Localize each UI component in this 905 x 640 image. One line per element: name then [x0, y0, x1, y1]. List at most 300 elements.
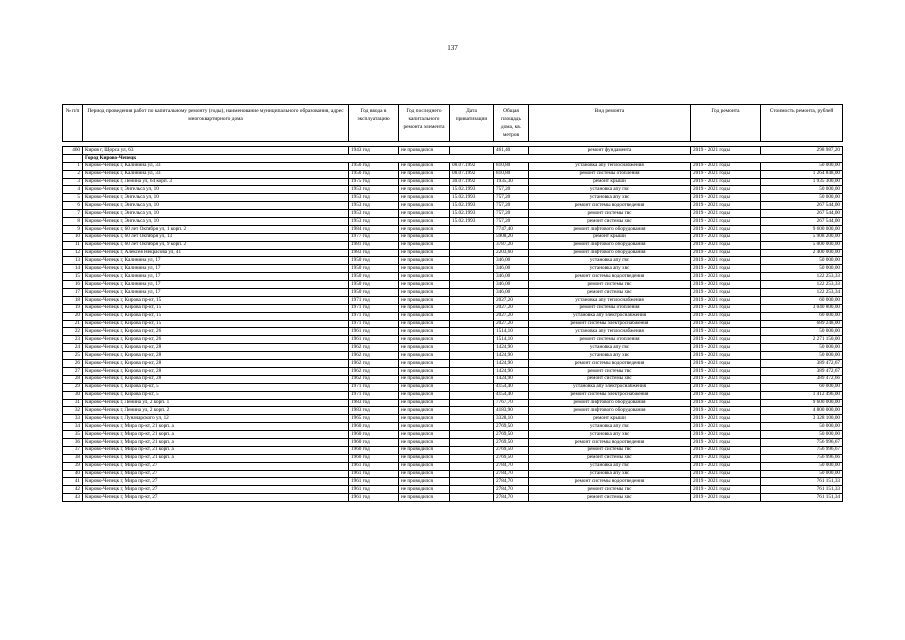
cost-cell: 756 996,67 [761, 446, 843, 454]
cost-cell: 122 253,33 [761, 281, 843, 289]
privatization-date-cell [450, 391, 494, 399]
last-repair-cell: не проводился [399, 431, 450, 439]
row-number: 38 [63, 454, 83, 462]
row-number: 15 [63, 273, 83, 281]
address-cell: Кирово-Чепецк г, Мира пр-кт, 27 [83, 486, 349, 494]
table-row [63, 470, 843, 478]
row-number: 23 [63, 336, 83, 344]
address-cell: Кирово-Чепецк г, Алексея Некрасова ул, 41 [83, 249, 349, 257]
address-cell: Кирово-Чепецк г, Энгельса ул, 10 [83, 210, 349, 218]
cost-cell: 756 996,66 [761, 454, 843, 462]
table-row [63, 446, 843, 454]
repair-type-cell: ремонт системы электроснабжения [529, 320, 691, 328]
table-row [63, 344, 843, 352]
repair-type-cell: установка апу гвс [529, 186, 691, 194]
repair-type-cell: установка апу гвс [529, 423, 691, 431]
header-cell: Общая площадь дома, кв. метров [494, 105, 529, 142]
year-built-cell: 1961 год [349, 336, 399, 344]
table-row [63, 218, 843, 226]
last-repair-cell: не проводился [399, 336, 450, 344]
area-cell: 810,80 [494, 170, 529, 178]
area-cell: 2769,50 [494, 431, 529, 439]
privatization-date-cell [450, 265, 494, 273]
table-row [63, 170, 843, 178]
address-cell: Кирово-Чепецк г, Мира пр-кт, 27 [83, 462, 349, 470]
repair-year-cell: 2019 - 2021 годы [691, 344, 761, 352]
last-repair-cell: не проводился [399, 202, 450, 210]
table-row [63, 438, 843, 446]
last-repair-cell: не проводился [399, 170, 450, 178]
area-cell: 2784,70 [494, 494, 529, 502]
row-number: 17 [63, 289, 83, 297]
header-cell: Вид ремонта [529, 105, 691, 142]
repair-year-cell: 2019 - 2021 годы [691, 399, 761, 407]
address-cell: Кирово-Чепецк г, Калинина ул, 17 [83, 257, 349, 265]
address-cell: Кирово-Чепецк г, Кирова пр-кт, 28 [83, 352, 349, 360]
area-cell: 810,80 [494, 162, 529, 170]
repair-type-cell: установка апу теплоснабжения [529, 296, 691, 304]
cost-cell: 60 000,00 [761, 383, 843, 391]
repair-year-cell: 2019 - 2021 годы [691, 257, 761, 265]
last-repair-cell: не проводился [399, 415, 450, 423]
area-cell: 1935,30 [494, 178, 529, 186]
address-cell: Кирово-Чепецк г, Мира пр-кт, 21 корп. а [83, 423, 349, 431]
last-repair-cell: не проводился [399, 312, 450, 320]
repair-type-cell: ремонт лифтового оборудования [529, 399, 691, 407]
table-row [63, 296, 843, 304]
year-built-cell: 1983 год [349, 399, 399, 407]
repair-type-cell: ремонт системы гвс [529, 281, 691, 289]
row-number: 26 [63, 360, 83, 368]
last-repair-cell: не проводился [399, 399, 450, 407]
cost-cell: 2 400 000,00 [761, 249, 843, 257]
cost-cell: 50 000,00 [761, 265, 843, 273]
address-cell: Кирово-Чепецк г, Кирова пр-кт, 26 [83, 328, 349, 336]
privatization-date-cell [450, 407, 494, 415]
privatization-date-cell [450, 241, 494, 249]
city-heading-row [63, 154, 843, 162]
row-number: 20 [63, 312, 83, 320]
year-built-cell: 1961 год [349, 470, 399, 478]
area-cell: 346,00 [494, 273, 529, 281]
row-number: 3 [63, 178, 83, 186]
table-row [63, 375, 843, 383]
table-row [63, 431, 843, 439]
table-row [63, 454, 843, 462]
repair-type-cell: ремонт лифтового оборудования [529, 225, 691, 233]
repair-type-cell: установка апу хвс [529, 470, 691, 478]
address-cell: Кирово-Чепецк г, Кирова пр-кт, 15 [83, 312, 349, 320]
year-built-cell: 1961 год [349, 486, 399, 494]
year-built-cell: 1950 год [349, 281, 399, 289]
repair-year-cell: 2019 - 2021 годы [691, 407, 761, 415]
address-cell: Кирово-Чепецк г, Ленина ул, 2 корп. 2 [83, 407, 349, 415]
cost-cell: 9 600 000,00 [761, 399, 843, 407]
repair-year-cell: 2019 - 2021 годы [691, 462, 761, 470]
table-row [63, 494, 843, 502]
table-row [63, 162, 843, 170]
repair-type-cell: установка апу хвс [529, 352, 691, 360]
repair-type-cell: установка апу гвс [529, 344, 691, 352]
area-cell: 346,00 [494, 281, 529, 289]
privatization-date-cell [450, 336, 494, 344]
repair-type-cell: ремонт системы хвс [529, 218, 691, 226]
row-number: 35 [63, 431, 83, 439]
row-number: 10 [63, 233, 83, 241]
area-cell: 1514,10 [494, 336, 529, 344]
repair-year-cell: 2019 - 2021 годы [691, 249, 761, 257]
privatization-date-cell [450, 249, 494, 257]
area-cell: 757,20 [494, 202, 529, 210]
area-cell: 461,40 [494, 147, 529, 155]
table-row [63, 147, 843, 155]
privatization-date-cell [450, 360, 494, 368]
row-number: 34 [63, 423, 83, 431]
privatization-date-cell: 08.07.1992 [450, 162, 494, 170]
area-cell: 2784,70 [494, 478, 529, 486]
last-repair-cell: не проводился [399, 194, 450, 202]
repair-year-cell: 2019 - 2021 годы [691, 265, 761, 273]
row-number: 39 [63, 462, 83, 470]
table-row [63, 407, 843, 415]
repair-type-cell: ремонт системы гвс [529, 367, 691, 375]
row-number: 41 [63, 478, 83, 486]
year-built-cell: 1962 год [349, 352, 399, 360]
cost-cell: 4 800 000,00 [761, 407, 843, 415]
repair-type-cell: ремонт крыши [529, 415, 691, 423]
year-built-cell: 1981 год [349, 241, 399, 249]
area-cell: 4183,90 [494, 407, 529, 415]
address-cell: Кирово-Чепецк г, Калинина ул, 17 [83, 281, 349, 289]
privatization-date-cell [450, 352, 494, 360]
year-built-cell: 1971 год [349, 304, 399, 312]
cost-cell: 50 000,00 [761, 431, 843, 439]
row-number: 2 [63, 170, 83, 178]
row-number: 11 [63, 241, 83, 249]
address-cell: Кирово-Чепецк г, Мира пр-кт, 27 [83, 470, 349, 478]
area-cell: 757,20 [494, 210, 529, 218]
row-number: 22 [63, 328, 83, 336]
row-number: 19 [63, 304, 83, 312]
year-built-cell: 1983 год [349, 407, 399, 415]
privatization-date-cell: 15.02.1993 [450, 218, 494, 226]
repair-year-cell: 2019 - 2021 годы [691, 225, 761, 233]
address-cell: Кирово-Чепецк г, Мира пр-кт, 21 корп. а [83, 431, 349, 439]
cost-cell: 50 000,00 [761, 194, 843, 202]
table-row [63, 328, 843, 336]
cost-cell: 50 000,00 [761, 328, 843, 336]
privatization-date-cell [450, 281, 494, 289]
last-repair-cell: не проводился [399, 233, 450, 241]
address-cell: Кирово-Чепецк г, Калинина ул, 33 [83, 162, 349, 170]
address-cell: Кирово-Чепецк г, Мира пр-кт, 21 корп. а [83, 454, 349, 462]
repair-year-cell: 2019 - 2021 годы [691, 486, 761, 494]
last-repair-cell: не проводился [399, 304, 450, 312]
repair-year-cell: 2019 - 2021 годы [691, 170, 761, 178]
privatization-date-cell [450, 494, 494, 502]
cost-cell: 298 987,20 [761, 147, 843, 155]
row-number: 21 [63, 320, 83, 328]
table-row [63, 336, 843, 344]
table-row [63, 281, 843, 289]
privatization-date-cell: 15.02.1993 [450, 210, 494, 218]
last-repair-cell: не проводился [399, 281, 450, 289]
table-row [63, 249, 843, 257]
area-cell: 2027,20 [494, 312, 529, 320]
cost-cell: 761 151,33 [761, 478, 843, 486]
repair-type-cell: установка апу хвс [529, 431, 691, 439]
header-cell: № п/п [63, 105, 83, 142]
year-built-cell: 1962 год [349, 375, 399, 383]
repair-year-cell: 2019 - 2021 годы [691, 202, 761, 210]
repair-year-cell: 2019 - 2021 годы [691, 367, 761, 375]
year-built-cell: 1961 год [349, 494, 399, 502]
repair-type-cell: ремонт системы гвс [529, 486, 691, 494]
area-cell: 1424,90 [494, 352, 529, 360]
cost-cell: 267 544,00 [761, 218, 843, 226]
repair-year-cell: 2019 - 2021 годы [691, 352, 761, 360]
privatization-date-cell [450, 225, 494, 233]
header-cell: Период проведения работ по капитальному ремонту (годы), наименование муниципального образования, адрес многоквартирного дома [83, 105, 349, 142]
year-built-cell: 1983 год [349, 249, 399, 257]
table-row [63, 312, 843, 320]
area-cell: 346,00 [494, 257, 529, 265]
table-row [63, 415, 843, 423]
row-number: 42 [63, 486, 83, 494]
repair-year-cell: 2019 - 2021 годы [691, 289, 761, 297]
last-repair-cell: не проводился [399, 360, 450, 368]
table-row [63, 486, 843, 494]
repair-type-cell: ремонт системы водоотведения [529, 273, 691, 281]
address-cell: Кирово-Чепецк г, Мира пр-кт, 27 [83, 494, 349, 502]
page-number: 137 [447, 44, 458, 52]
year-built-cell: 1962 год [349, 360, 399, 368]
area-cell: 3328,10 [494, 415, 529, 423]
repair-type-cell: ремонт системы хвс [529, 375, 691, 383]
repair-year-cell: 2019 - 2021 годы [691, 494, 761, 502]
address-cell: Киров г, Щорса ул, 63 [83, 147, 349, 155]
row-number: 18 [63, 296, 83, 304]
year-built-cell: 1950 год [349, 265, 399, 273]
row-number: 7 [63, 210, 83, 218]
year-built-cell: 1961 год [349, 328, 399, 336]
last-repair-cell: не проводился [399, 225, 450, 233]
repair-type-cell: ремонт системы водоотведения [529, 202, 691, 210]
area-cell: 4154,40 [494, 391, 529, 399]
cost-cell: 50 000,00 [761, 344, 843, 352]
cost-cell: 389 472,67 [761, 367, 843, 375]
address-cell: Кирово-Чепецк г, Энгельса ул, 10 [83, 194, 349, 202]
last-repair-cell: не проводился [399, 249, 450, 257]
cost-cell: 60 000,00 [761, 312, 843, 320]
repair-year-cell: 2019 - 2021 годы [691, 186, 761, 194]
address-cell: Кирово-Чепецк г, Кирова пр-кт, 15 [83, 304, 349, 312]
privatization-date-cell [450, 289, 494, 297]
last-repair-cell: не проводился [399, 320, 450, 328]
address-cell: Кирово-Чепецк г, Кирова пр-кт, 28 [83, 375, 349, 383]
row-number: 31 [63, 399, 83, 407]
last-repair-cell: не проводился [399, 486, 450, 494]
last-repair-cell: не проводился [399, 438, 450, 446]
privatization-date-cell [450, 344, 494, 352]
cost-cell: 3 040 800,00 [761, 304, 843, 312]
row-number: 36 [63, 438, 83, 446]
area-cell: 346,00 [494, 289, 529, 297]
address-cell: Кирово-Чепецк г, Энгельса ул, 10 [83, 218, 349, 226]
area-cell: 5908,20 [494, 233, 529, 241]
privatization-date-cell [450, 320, 494, 328]
area-cell: 2784,70 [494, 486, 529, 494]
table-row [63, 383, 843, 391]
table-row [63, 360, 843, 368]
privatization-date-cell: 08.07.1992 [450, 170, 494, 178]
capital-repair-table [62, 104, 843, 502]
cost-cell: 2 271 150,00 [761, 336, 843, 344]
address-cell: Кирово-Чепецк г, Мира пр-кт, 21 корп. а [83, 446, 349, 454]
area-cell: 757,20 [494, 186, 529, 194]
repair-year-cell: 2019 - 2021 годы [691, 336, 761, 344]
cost-cell: 50 000,00 [761, 462, 843, 470]
year-built-cell: 1953 год [349, 194, 399, 202]
repair-type-cell: установка апу теплоснабжения [529, 328, 691, 336]
table-row [63, 233, 843, 241]
table-row [63, 186, 843, 194]
privatization-date-cell [450, 375, 494, 383]
address-cell: Кирово-Чепецк г, Кирова пр-кт, 15 [83, 296, 349, 304]
table-row [63, 265, 843, 273]
year-built-cell: 1971 год [349, 383, 399, 391]
privatization-date-cell [450, 454, 494, 462]
year-built-cell: 1960 год [349, 446, 399, 454]
last-repair-cell: не проводился [399, 470, 450, 478]
repair-year-cell: 2019 - 2021 годы [691, 304, 761, 312]
privatization-date-cell [450, 312, 494, 320]
repair-year-cell: 2019 - 2021 годы [691, 147, 761, 155]
repair-year-cell: 2019 - 2021 годы [691, 478, 761, 486]
year-built-cell: 1965 год [349, 415, 399, 423]
cost-cell: 5 908 200,00 [761, 233, 843, 241]
repair-type-cell: ремонт лифтового оборудования [529, 249, 691, 257]
area-cell: 2027,20 [494, 296, 529, 304]
area-cell: 3787,20 [494, 241, 529, 249]
address-cell: Кирово-Чепецк г, Калинина ул, 17 [83, 273, 349, 281]
year-built-cell: 1950 год [349, 289, 399, 297]
area-cell: 2784,70 [494, 470, 529, 478]
row-number: 28 [63, 375, 83, 383]
table-row [63, 178, 843, 186]
last-repair-cell: не проводился [399, 423, 450, 431]
privatization-date-cell [450, 431, 494, 439]
row-number: 24 [63, 344, 83, 352]
repair-year-cell: 2019 - 2021 годы [691, 162, 761, 170]
year-built-cell: 1962 год [349, 367, 399, 375]
cost-cell: 122 253,34 [761, 289, 843, 297]
year-built-cell: 1960 год [349, 431, 399, 439]
cost-cell: 761 151,34 [761, 494, 843, 502]
repair-type-cell: установка апу гвс [529, 257, 691, 265]
row-number: 14 [63, 265, 83, 273]
area-cell: 2203,60 [494, 249, 529, 257]
area-cell: 7747,40 [494, 225, 529, 233]
year-built-cell: 1950 год [349, 257, 399, 265]
privatization-date-cell [450, 233, 494, 241]
cost-cell: 267 544,00 [761, 202, 843, 210]
repair-type-cell: ремонт лифтового оборудования [529, 241, 691, 249]
privatization-date-cell [450, 399, 494, 407]
table-row [63, 391, 843, 399]
repair-type-cell: ремонт системы электроснабжения [529, 391, 691, 399]
repair-year-cell: 2019 - 2021 годы [691, 218, 761, 226]
repair-year-cell: 2019 - 2021 годы [691, 194, 761, 202]
row-number: 33 [63, 415, 83, 423]
repair-year-cell: 2019 - 2021 годы [691, 431, 761, 439]
address-cell: Кирово-Чепецк г, 60 лет Октября ул, 9 корп. 2 [83, 241, 349, 249]
row-number: 30 [63, 391, 83, 399]
row-number: 43 [63, 494, 83, 502]
header-cell: Год последнего капитального ремонта элемента [399, 105, 450, 142]
table-header-row [63, 105, 843, 142]
repair-type-cell: установка апу гвс [529, 462, 691, 470]
year-built-cell: 1950 год [349, 162, 399, 170]
privatization-date-cell [450, 296, 494, 304]
year-built-cell: 1971 год [349, 296, 399, 304]
last-repair-cell: не проводился [399, 407, 450, 415]
last-repair-cell: не проводился [399, 383, 450, 391]
privatization-date-cell [450, 328, 494, 336]
repair-year-cell: 2019 - 2021 годы [691, 423, 761, 431]
cost-cell: 122 253,33 [761, 273, 843, 281]
repair-type-cell: установка апу теплоснабжения [529, 162, 691, 170]
cost-cell: 756 996,67 [761, 438, 843, 446]
area-cell: 757,20 [494, 194, 529, 202]
last-repair-cell: не проводился [399, 344, 450, 352]
row-number: 6 [63, 202, 83, 210]
repair-type-cell: ремонт крыши [529, 178, 691, 186]
repair-year-cell: 2019 - 2021 годы [691, 178, 761, 186]
table-row [63, 194, 843, 202]
repair-year-cell: 2019 - 2021 годы [691, 454, 761, 462]
repair-year-cell: 2019 - 2021 годы [691, 415, 761, 423]
privatization-date-cell [450, 470, 494, 478]
address-cell: Кирово-Чепецк г, Энгельса ул, 10 [83, 186, 349, 194]
repair-year-cell: 2019 - 2021 годы [691, 383, 761, 391]
year-built-cell: 1950 год [349, 273, 399, 281]
last-repair-cell: не проводился [399, 265, 450, 273]
repair-type-cell: ремонт системы отопления [529, 336, 691, 344]
table-row [63, 202, 843, 210]
cost-cell: 50 000,00 [761, 352, 843, 360]
address-cell: Кирово-Чепецк г, Ленина ул, 2 корп. 1 [83, 399, 349, 407]
last-repair-cell: не проводился [399, 328, 450, 336]
year-built-cell: 1975 год [349, 178, 399, 186]
cost-cell: 50 000,00 [761, 470, 843, 478]
last-repair-cell: не проводился [399, 241, 450, 249]
table-row [63, 304, 843, 312]
cost-cell: 60 000,00 [761, 296, 843, 304]
row-number: 32 [63, 407, 83, 415]
last-repair-cell: не проводился [399, 178, 450, 186]
address-cell: Кирово-Чепецк г, Кирова пр-кт, 26 [83, 336, 349, 344]
table-row [63, 289, 843, 297]
repair-type-cell: ремонт системы водоотведения [529, 478, 691, 486]
privatization-date-cell [450, 462, 494, 470]
repair-year-cell: 2019 - 2021 годы [691, 438, 761, 446]
last-repair-cell: не проводился [399, 147, 450, 155]
row-number: 1 [63, 162, 83, 170]
cost-cell: 50 000,00 [761, 186, 843, 194]
privatization-date-cell [450, 147, 494, 155]
privatization-date-cell [450, 257, 494, 265]
